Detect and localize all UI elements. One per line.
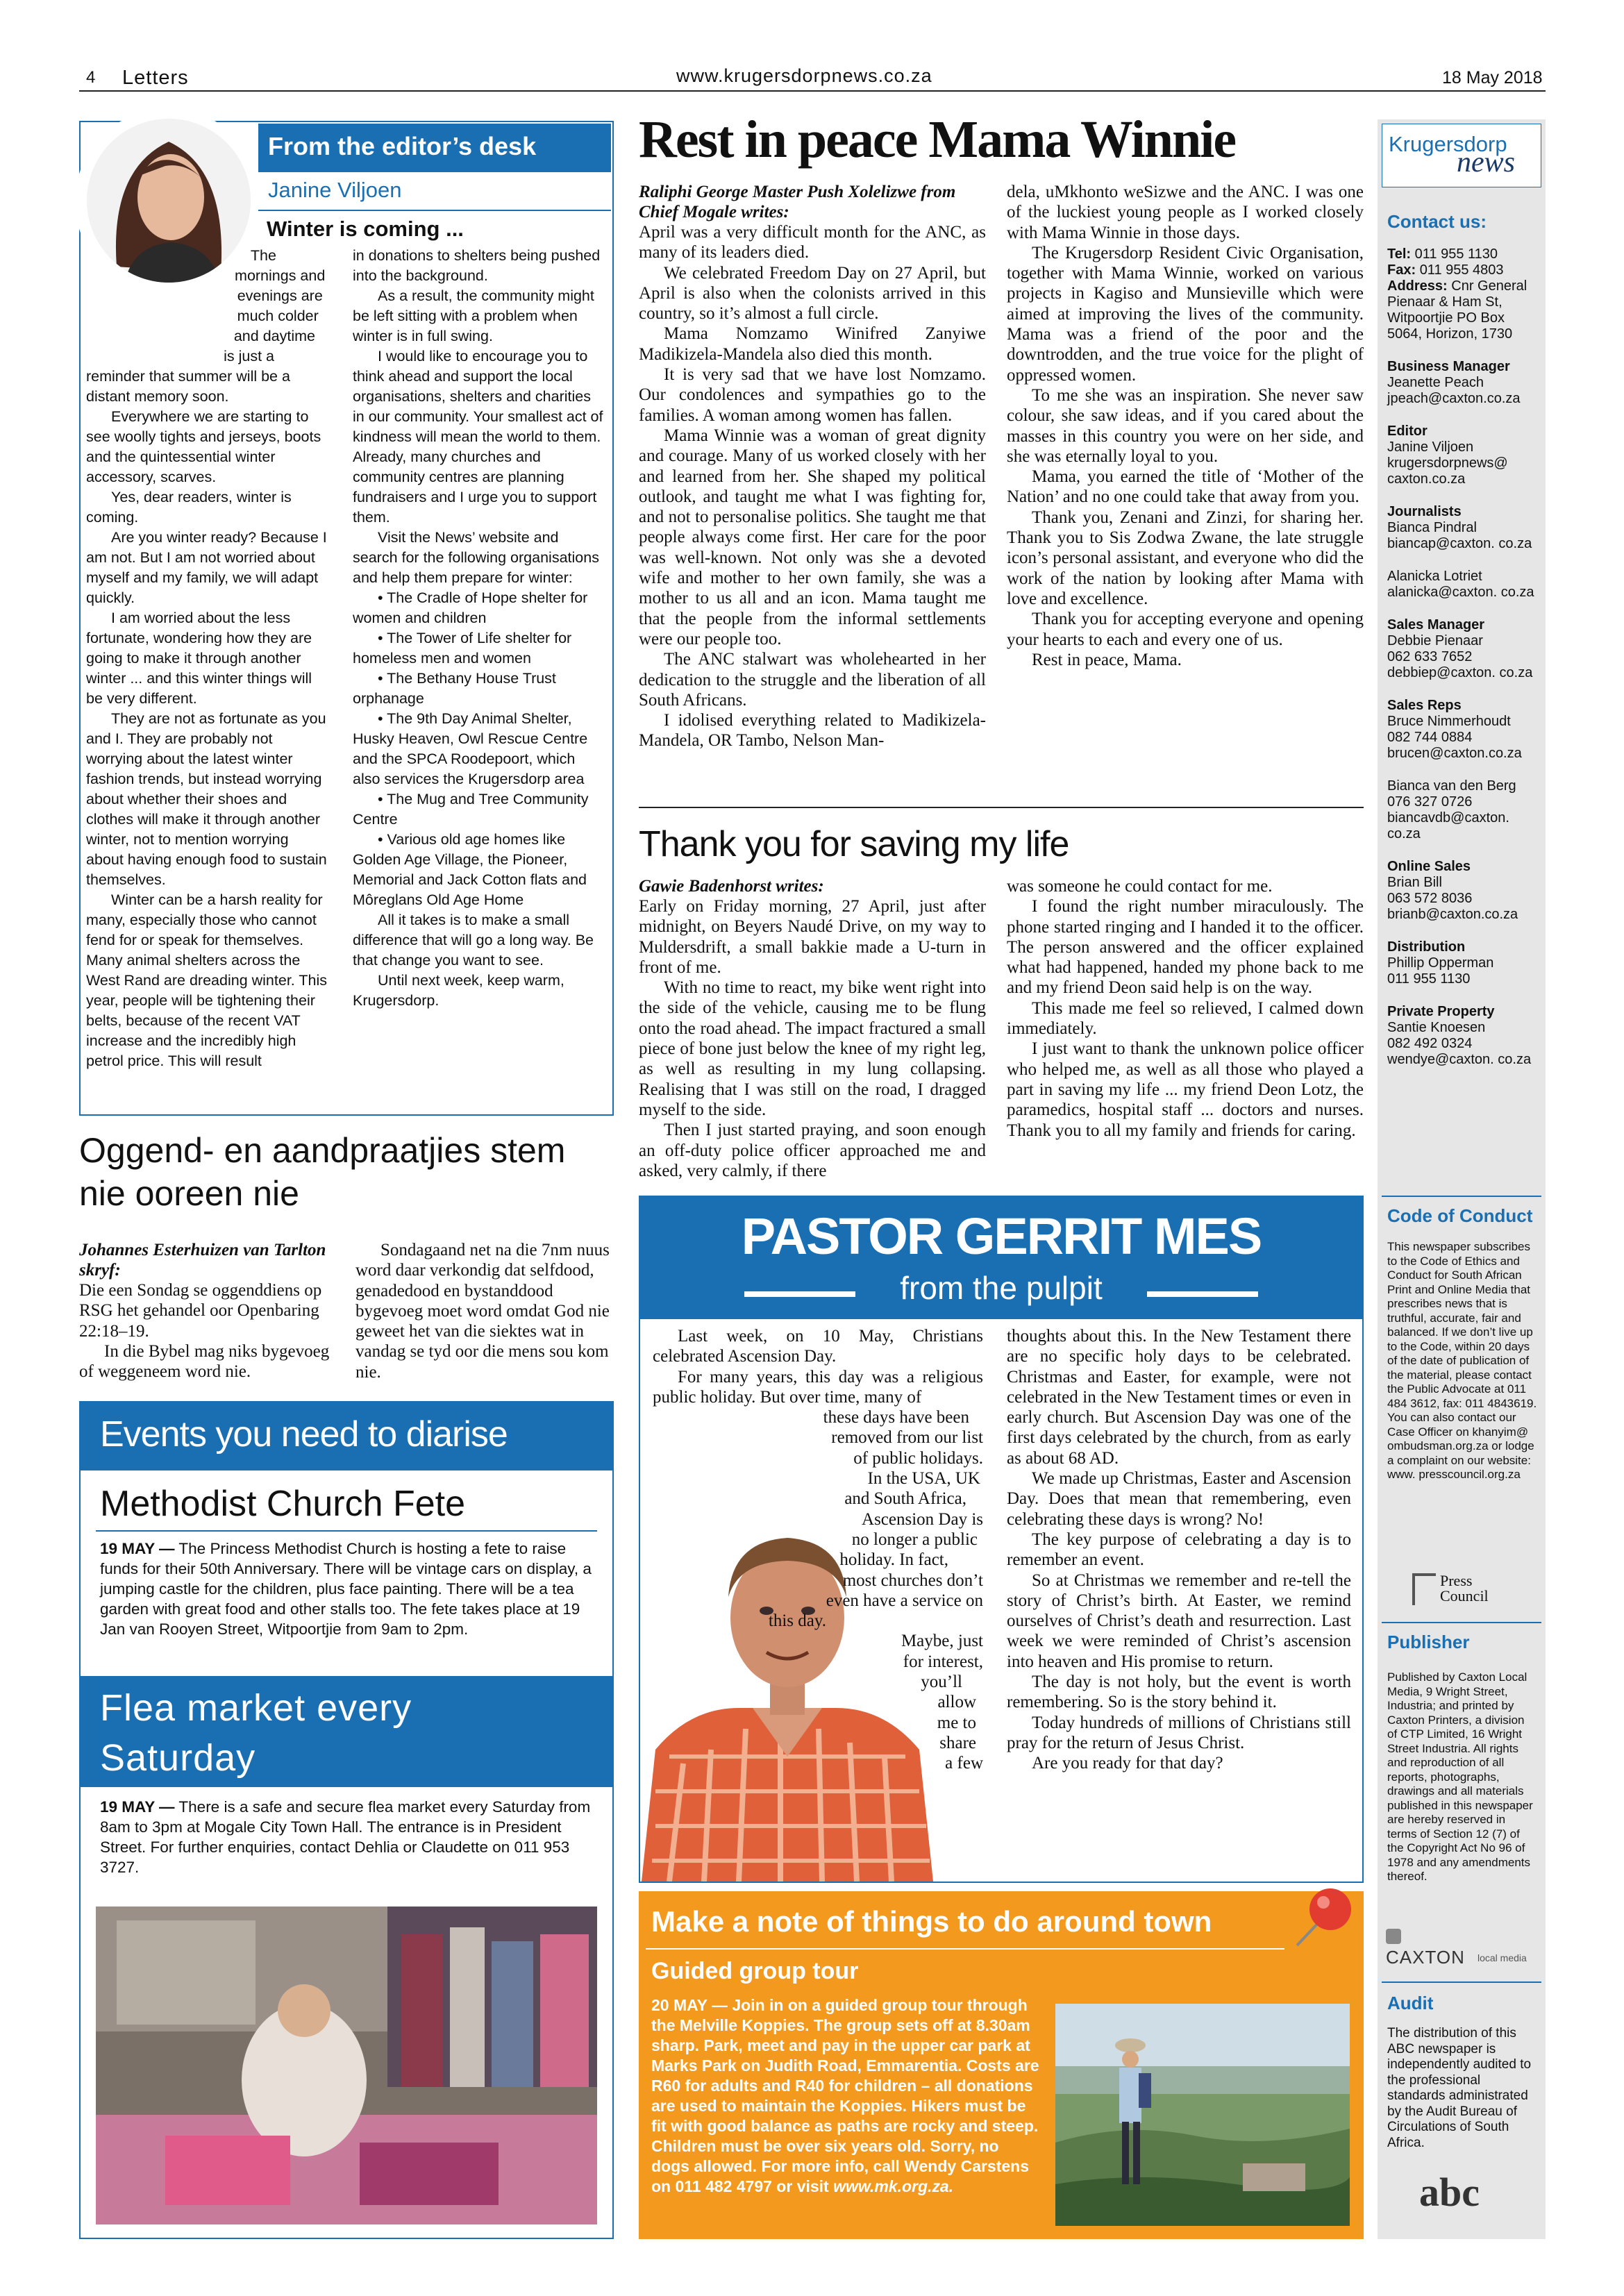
editor-paragraph: The mornings and evenings are much colder and daytime is just a reminder that summer will be a distant memory soon.	[86, 247, 326, 405]
contact-role: Business Manager	[1387, 359, 1510, 374]
editor-col1	[86, 246, 329, 1071]
publisher-text: Published by Caxton Local Media, 9 Wright Street, Industria; and printed by Caxton Printers, a division of CTP Limited, 16 Wright Street Industria. All rights and reproduction of all reports, photographs, drawings and all materials published in this newspaper are hereby reserved in terms of Section 12 (7) of the Copyright Act No 96 of 1978 and any amendments thereof.	[1387, 1670, 1533, 1883]
coc-heading: Code of Conduct	[1387, 1205, 1533, 1226]
issue-date: 18 May 2018	[1442, 68, 1543, 87]
winnie-byline: Raliphi George Master Push Xolelizwe from Chief Mogale writes:	[639, 183, 956, 221]
contact-role: Editor	[1387, 424, 1428, 439]
editor-paragraph: Visit the News’ website and search for the following organisations and help them prepare for winter:	[353, 529, 599, 586]
pastor-line: even have a service on	[826, 1591, 983, 1610]
editor-title: From the editor’s desk	[268, 132, 537, 160]
event-date: 19 MAY —	[100, 1798, 175, 1816]
pastor-line: share	[939, 1733, 976, 1752]
winnie-paragraph: Thank you for accepting everyone and opening your hearts to each and every one of us.	[1007, 610, 1364, 649]
pastor-paragraph: We made up Christmas, Easter and Ascension Day. Does that mean that remembering, even celebrating these days is wrong? No!	[1007, 1469, 1351, 1529]
header-rule	[79, 90, 1546, 92]
pastor-line: of public holidays.	[853, 1448, 983, 1468]
editor-paragraph: Everywhere we are starting to see woolly tights and jerseys, boots and the quintessential winter accessory, scarves.	[86, 408, 321, 485]
pastor-line: for interest,	[903, 1652, 983, 1671]
thankyou-col2	[1007, 876, 1364, 1141]
contact-phone: 062 633 7652	[1387, 649, 1473, 664]
events-banner-text: Events you need to diarise	[100, 1414, 508, 1455]
editor-paragraph: As a result, the community might be left sitting with a problem when winter is in full swing.	[353, 287, 594, 344]
pastor-line: Maybe, just	[901, 1632, 983, 1651]
pastor-name: PASTOR GERRIT MES	[741, 1207, 1262, 1265]
logo-news: news	[1457, 146, 1515, 178]
logo-krugersdorp: Krugersdorp	[1389, 132, 1507, 156]
pastor-paragraph: So at Christmas we remember and re-tell the story of Christ’s birth. At Easter, we remind ourselves of Christ’s death and resurrection. Last week we were reminded of Christ’s ascension into heaven and His promise to return.	[1007, 1570, 1351, 1671]
editor-paragraph: Winter can be a harsh reality for many, especially those who cannot fend for or speak for themselves. Many animal shelters across the West Rand are dreading winter. This year, people will be tightening their belts, because of the recent VAT increase and the incredibly high petrol price. This will result	[86, 891, 327, 1069]
event-description: There is a safe and secure flea market every Saturday from 8am to 3pm at Mogale City Town Hall. The entrance is in President Street. For further enquiries, contact Dehlia or Claudette on 011 953 3727.	[100, 1798, 591, 1876]
pastor-line: this day.	[768, 1611, 826, 1631]
abc-logo: abc	[1419, 2170, 1480, 2215]
oggend-col2	[355, 1240, 614, 1382]
tel-value: 011 955 1130	[1414, 246, 1498, 262]
winnie-col1	[639, 182, 986, 751]
town-subtitle: Guided group tour	[651, 1958, 859, 1984]
pastor-line: me to	[937, 1713, 976, 1732]
contact-email[interactable]: biancap@caxton. co.za	[1387, 536, 1532, 551]
winnie-paragraph: It is very sad that we have lost Nomzamo. Our condolences and sympathies go to the families. A woman among women has fallen.	[639, 365, 986, 425]
pastor-line: removed from our list	[831, 1428, 983, 1448]
pastor-paragraph: For many years, this day was a religious public holiday. But over time, many of	[653, 1367, 983, 1407]
contact-phone: 011 955 1130	[1387, 971, 1471, 987]
town-text	[651, 1995, 1040, 2197]
fax-label: Fax:	[1387, 262, 1416, 278]
winnie-paragraph: Mama Nomzamo Winifred Zanyiwe Madikizela-Mandela also died this month.	[639, 324, 986, 364]
audit-text: The distribution of this ABC newspaper is independently audited to the professional standards administrated by the Audit Bureau of Circulations of South Africa.	[1387, 2026, 1532, 2150]
pastor-sub-rule-right	[1147, 1291, 1258, 1297]
address-value: Cnr General Pienaar & Ham St, Witpoortjie PO Box 5064, Horizon, 1730	[1387, 278, 1527, 342]
event-title: Flea market every Saturday	[100, 1687, 412, 1779]
press-council-text: Council	[1440, 1587, 1489, 1604]
contact-name: Debbie Pienaar	[1387, 633, 1483, 648]
thankyou-paragraph: With no time to react, my bike went right into the side of the vehicle, causing me to be flung onto the road ahead. The impact fractured a small piece of bone just below the knee of my right leg, as well as resulting in my lung collapsing. Realising that I was still on the road, I dragged myself to the side.	[639, 978, 986, 1119]
town-link[interactable]: www.mk.org.za.	[833, 2177, 954, 2195]
winnie-paragraph: I idolised everything related to Madikizela-Mandela, OR Tambo, Nelson Man-	[639, 711, 986, 751]
winnie-paragraph: April was a very difficult month for the ANC, as many of its leaders died.	[639, 223, 986, 262]
oggend-paragraph: Die een Sondag se oggenddiens op RSG het gehandel oor Openbaring 22:18–19.	[79, 1281, 322, 1341]
contact-email[interactable]: jpeach@caxton.co.za	[1387, 391, 1521, 406]
sidebar-divider	[1382, 1196, 1541, 1197]
winnie-headline: Rest in peace Mama Winnie	[639, 110, 1236, 169]
contact-name: Jeanette Peach	[1387, 375, 1484, 390]
contact-phone: 063 572 8036	[1387, 891, 1473, 906]
thankyou-paragraph: This made me feel so relieved, I calmed down immediately.	[1007, 998, 1364, 1039]
event-title-rule	[96, 1530, 597, 1532]
winnie-paragraph: The ANC stalwart was wholehearted in her dedication to the struggle and the liberation of all South Africans.	[639, 650, 986, 710]
town-banner: Make a note of things to do around town	[651, 1905, 1212, 1938]
contact-name: Phillip Opperman	[1387, 955, 1494, 971]
contact-phone: 076 327 0726	[1387, 794, 1473, 810]
tel-label: Tel:	[1387, 246, 1412, 262]
editor-name: Janine Viljoen	[268, 178, 402, 202]
event-date: 19 MAY —	[100, 1540, 175, 1557]
contact-email[interactable]: brianb@caxton.co.za	[1387, 907, 1518, 922]
caxton-logo	[1386, 1929, 1543, 1970]
sidebar-divider	[1382, 1622, 1541, 1623]
oggend-paragraph: In die Bybel mag niks bygevoeg of weggeneem word nie.	[79, 1341, 330, 1382]
contact-name: Alanicka Lotriet	[1387, 569, 1482, 584]
thankyou-paragraph: was someone he could contact for me.	[1007, 877, 1273, 896]
pastor-line: no longer a public	[851, 1530, 978, 1549]
pastor-line: these days have been	[823, 1408, 969, 1427]
contact-name: Bianca van den Berg	[1387, 778, 1516, 794]
editor-paragraph: Yes, dear readers, winter is coming.	[86, 489, 292, 526]
pastor-sub: from the pulpit	[900, 1270, 1103, 1306]
contact-email[interactable]: alanicka@caxton. co.za	[1387, 585, 1534, 600]
oggend-paragraph: Sondagaand net na die 7nm nuus word daar verkondig dat selfdood, genadedood en bystanddood bygevoeg moet word omdat God nie geweet het van die siektes wat in vandag se tyd oor die mens sou kom nie.	[355, 1241, 610, 1382]
editor-list-item: • The 9th Day Animal Shelter, Husky Heaven, Owl Rescue Centre and the SPCA Roodepoort, which also services the Krugersdorp area	[353, 710, 588, 787]
contact-role: Sales Manager	[1387, 617, 1485, 632]
koppies-photo	[1055, 2004, 1350, 2226]
editor-paragraph: Are you winter ready? Because I am not. But I am not worried about myself and my family, we will adapt quickly.	[86, 529, 327, 606]
pastor-col1	[653, 1326, 983, 1774]
contact-name: Santie Knoesen	[1387, 1020, 1486, 1035]
editor-paragraph: All it takes is to make a small difference that will go a long way. Be that change you want to see.	[353, 912, 594, 969]
oggend-headline: Oggend- en aandpraatjies stem nie ooreen nie	[79, 1131, 566, 1213]
pushpin-icon	[1284, 1877, 1361, 1954]
pastor-paragraph: The key purpose of celebrating a day is to remember an event.	[1007, 1530, 1351, 1570]
pastor-paragraph: Today hundreds of millions of Christians still pray for the return of Jesus Christ.	[1007, 1713, 1351, 1752]
winnie-paragraph: Mama Winnie was a woman of great dignity and courage. Many of us worked closely with her and learned from her. She shaped my political outlook, and taught me what I was fighting for, and not to personalise politics. She taught me that people always come first. Her care for the poor was well-known. Not only was she a devoted wife and mother to her own family, she was a mother to us all and an icon. Mama taught me that the people from the informal settlements were our people too.	[639, 426, 986, 648]
contact-role: Online Sales	[1387, 859, 1471, 874]
pastor-line: most churches don’t	[842, 1570, 983, 1590]
section-label: Letters	[122, 67, 189, 89]
publisher-heading: Publisher	[1387, 1632, 1470, 1652]
caxton-logo-text: CAXTON	[1386, 1947, 1465, 1968]
oggend-col1	[79, 1240, 336, 1382]
pastor-paragraph: Are you ready for that day?	[1032, 1754, 1223, 1773]
contact-name: Janine Viljoen	[1387, 439, 1474, 455]
pastor-line: a few	[945, 1754, 983, 1773]
contact-name: Bianca Pindral	[1387, 520, 1477, 535]
event-title: Methodist Church Fete	[100, 1484, 466, 1524]
page-number: 4	[86, 68, 96, 87]
contact-role: Journalists	[1387, 504, 1462, 519]
editor-list-item: • The Mug and Tree Community Centre	[353, 791, 589, 828]
winnie-col2	[1007, 182, 1364, 670]
winnie-paragraph: To me she was an inspiration. She never saw colour, she saw ideas, and if you cared about the masses in this country you were on her side, and she was eternally loyal to you.	[1007, 385, 1364, 466]
pastor-line: holiday. In fact,	[839, 1550, 948, 1570]
pastor-line: allow	[937, 1693, 976, 1712]
thankyou-paragraph: Then I just started praying, and soon enough an off-duty police officer approached me and asked, very calmly, if there	[639, 1121, 986, 1180]
contact-email[interactable]: krugersdorpnews@ caxton.co.za	[1387, 455, 1508, 487]
winnie-paragraph: We celebrated Freedom Day on 27 April, but April is also when the colonists arrived in this country, so it’s almost a full circle.	[639, 263, 986, 324]
winnie-paragraph: Rest in peace, Mama.	[1032, 650, 1182, 669]
pastor-line: you’ll	[921, 1673, 962, 1692]
caxton-logo-sub: local media	[1477, 1952, 1527, 1963]
contact-name: Brian Bill	[1387, 875, 1442, 890]
pastor-paragraph: Last week, on 10 May, Christians celebrated Ascension Day.	[653, 1327, 983, 1366]
pastor-paragraph: thoughts about this. In the New Testament there are no specific holy days to be celebrated. Christmas and Easter, for example, were not celebrated in the New Testament times or even in early church. But Ascension Day was one of the first days celebrated by the church, from as early as about 68 AD.	[1007, 1327, 1351, 1468]
section-divider	[639, 807, 1364, 808]
event-text	[100, 1797, 597, 1877]
editor-paragraph: I am worried about the less fortunate, wondering how they are going to make it through another winter ... and this winter things will be very different.	[86, 610, 312, 707]
editor-paragraph: Until next week, keep warm, Krugersdorp.	[353, 972, 564, 1009]
website-url: www.krugersdorpnews.co.za	[676, 65, 932, 86]
thankyou-paragraph: I just want to thank the unknown police officer who helped me, as well as all those who played a part in saving my life ... my friend Deon Lotz, the paramedics, hospital staff ... doctors and nurses. Thank you to all my family and friends for caring.	[1007, 1039, 1364, 1140]
editor-paragraph: I would like to encourage you to think ahead and support the local organisations, shelters and charities in our community. Your smallest act of kindness will mean the world to them. Already, many churches and community centres are planning fundraisers and I urge you to support them.	[353, 348, 603, 526]
pastor-line: and South Africa,	[844, 1489, 966, 1509]
thankyou-col1	[639, 876, 986, 1181]
editor-col2	[353, 246, 604, 1011]
press-council-text: Press	[1440, 1572, 1473, 1589]
winnie-paragraph: Mama, you earned the title of ‘Mother of the Nation’ and no one could take that away from you.	[1007, 467, 1364, 507]
contact-name: Bruce Nimmerhoudt	[1387, 714, 1511, 729]
oggend-byline: Johannes Esterhuizen van Tarlton skryf:	[79, 1241, 326, 1280]
pastor-paragraph: The day is not holy, but the event is worth remembering. So is the story behind it.	[1007, 1673, 1351, 1712]
press-council-logo	[1412, 1572, 1509, 1608]
event-description: The Princess Methodist Church is hosting a fete to raise funds for their 50th Anniversary. There will be vintage cars on display, a jumping castle for the children, plus face painting. There will be a tea garden with great food and other stalls too. The fete takes place at 19 Jan van Rooyen Street, Witpoortjie from 9am to 2pm.	[100, 1540, 592, 1638]
town-description: 20 MAY — Join in on a guided group tour through the Melville Koppies. The group sets off at 8.30am sharp. Park, meet and pay in the upper car park at Marks Park on Judith Road, Emmarentia. Costs are R60 for adults and R40 for children – all donations are used to maintain the Koppies. Hikers must be fit with good balance as paths are rocky and steep. Children must be over six years old. Sorry, no dogs allowed. For more info, call Wendy Carstens on 011 482 4797 or visit	[651, 1996, 1039, 2195]
fax-value: 011 955 4803	[1419, 262, 1504, 278]
editor-list-item: • The Cradle of Hope shelter for women and children	[353, 589, 588, 626]
thankyou-paragraph: I found the right number miraculously. The phone started ringing and I handed it to the officer. The person answered and the officer explained what had happened, handed my phone back to me and my friend Deon said help is on the way.	[1007, 897, 1364, 998]
event-text	[100, 1539, 597, 1639]
contact-email[interactable]: biancavdb@caxton. co.za	[1387, 810, 1509, 841]
pastor-line: In the USA, UK	[867, 1469, 980, 1489]
contact-role: Sales Reps	[1387, 698, 1462, 713]
thankyou-paragraph: Early on Friday morning, 27 April, just after midnight, on Beyers Naudé Drive, on my way to Muldersdrift, a small bakkie made a U-turn in front of me.	[639, 897, 986, 977]
editor-paragraph: in donations to shelters being pushed into the background.	[353, 247, 601, 284]
editor-paragraph: They are not as fortunate as you and I. They are probably not worrying about the latest winter fashion trends, but instead worrying about whether their shoes and clothes will make it through another winter, not to mention worrying about having enough food to sustain themselves.	[86, 710, 327, 888]
sidebar-contact	[1387, 211, 1541, 1068]
contact-email[interactable]: brucen@caxton.co.za	[1387, 746, 1522, 761]
audit-heading: Audit	[1387, 1993, 1434, 2013]
pastor-col2	[1007, 1326, 1351, 1774]
contact-phone: 082 744 0884	[1387, 730, 1473, 745]
winnie-paragraph: The Krugersdorp Resident Civic Organisation, together with Mama Winnie, worked on various projects in Kagiso and Munsieville which were aimed at improving the lives of the community. Mama was a friend of the poor and the downtrodden, and the true voice for the plight of oppressed women.	[1007, 243, 1364, 385]
contact-heading: Contact us:	[1387, 211, 1487, 232]
thankyou-byline: Gawie Badenhorst writes:	[639, 877, 824, 896]
pastor-sub-rule-left	[744, 1291, 855, 1297]
winnie-paragraph: Thank you, Zenani and Zinzi, for sharing her. Thank you to Sis Zodwa Zwane, the late struggle icon’s personal assistant, and everyone who did the work of the nation by looking after Mama with love and excellence.	[1007, 508, 1364, 608]
editor-heading: Winter is coming ...	[267, 217, 464, 241]
contact-email[interactable]: debbiep@caxton. co.za	[1387, 665, 1533, 680]
coc-text: This newspaper subscribes to the Code of Ethics and Conduct for South African Print and Online Media that prescribes news that is truthful, accurate, fair and balanced. If we don’t live up to the Code, within 20 days of the date of publication of the material, please contact the Public Advocate at 011 484 3612, fax: 011 4843619. You can also contact our Case Officer on khanyim@ ombudsman.org.za or lodge a complaint on our website: www. presscouncil.org.za	[1387, 1240, 1537, 1481]
pastor-line: Ascension Day is	[862, 1509, 983, 1529]
editor-list-item: • Various old age homes like Golden Age Village, the Pioneer, Memorial and Jack Cotton flats and Môreglans Old Age Home	[353, 831, 587, 908]
editor-name-rule	[258, 210, 611, 211]
contact-phone: 082 492 0324	[1387, 1036, 1473, 1051]
contact-email[interactable]: wendye@caxton. co.za	[1387, 1052, 1532, 1067]
editor-list-item: • The Tower of Life shelter for homeless men and women	[353, 630, 572, 667]
editor-list-item: • The Bethany House Trust orphanage	[353, 670, 556, 707]
winnie-paragraph: dela, uMkhonto weSizwe and the ANC. I was one of the luckiest young people as I worked closely with Mama Winnie in those days.	[1007, 183, 1364, 242]
contact-role: Private Property	[1387, 1004, 1495, 1019]
thankyou-headline: Thank you for saving my life	[639, 824, 1069, 864]
address-label: Address:	[1387, 278, 1448, 294]
sidebar-divider	[1382, 1981, 1541, 1983]
town-banner-rule	[646, 1948, 1284, 1950]
contact-role: Distribution	[1387, 939, 1466, 955]
flea-market-photo	[96, 1907, 597, 2224]
